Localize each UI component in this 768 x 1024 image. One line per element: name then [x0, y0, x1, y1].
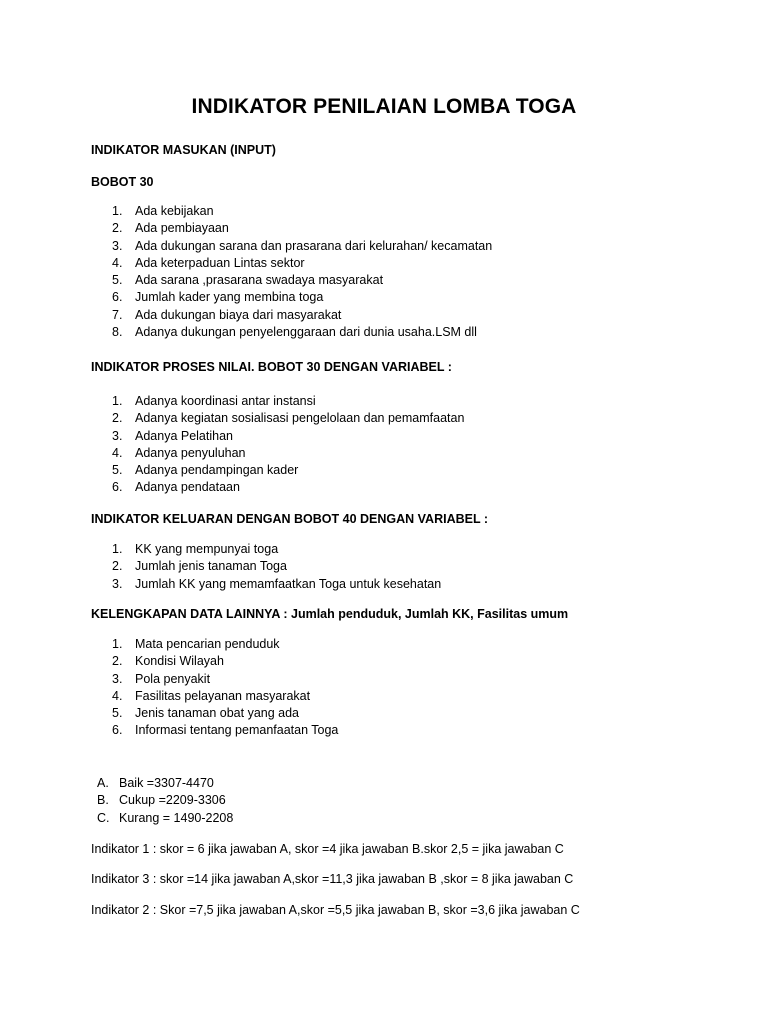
input-heading: INDIKATOR MASUKAN (INPUT): [91, 143, 276, 157]
document-page: INDIKATOR PENILAIAN LOMBA TOGA INDIKATOR MASUKAN (INPUT) BOBOT 30 1. Ada kebijakan 2. Ada pembiayaan 3. Ada dukungan sarana dan prasarana dari kelurahan/ kecamatan 4. Ada keterpaduan Lintas sektor 5. Ada sarana ,prasarana swadaya masyarakat 6. Jumlah kader yang membina toga 7. Ada dukungan biaya dari masyarakat 8. Adanya dukungan penyelenggaraan dari dunia usaha.LSM dll INDIKATOR PROSES NILAI. BOBOT 30 DENGAN VARIABEL : 1. Adanya koordinasi antar instansi 2. Adanya kegiatan sosialisasi pengelolaan dan pemamfaatan 3. Adanya Pelatihan 4. Adanya penyuluhan 5. Adanya pendampingan kader 6. Adanya pendataan INDIKATOR KELUARAN DENGAN BOBOT 40 DENGAN VARIABEL : 1. KK yang mempunyai toga 2. Jumlah jenis tanaman Toga 3. Jumlah KK yang memamfaatkan Toga untuk kesehatan KELENGKAPAN DATA LAINNYA : Jumlah penduduk, Jumlah KK, Fasilitas umum 1. Mata pencarian penduduk 2. Kondisi Wilayah 3. Pola penyakit 4. Fasilitas pelayanan masyarakat 5. Jenis tanaman obat yang ada 6. Informasi tentang pemanfaatan Toga A. Baik =3307-4470 B. Cukup =2209-3306 C. Kurang = 1490-2208 Indikator 1 : skor = 6 jika jawaban A, skor =4 jika jawaban B.skor 2,5 = jika jawaban C Indikator 3 : skor =14 jika jawaban A,skor =11,3 jika jawaban B ,skor = 8 jika jawaban C Indikator 2 : Skor =7,5 jika jawaban A,skor =5,5 jika jawaban B, skor =3,6 jika jawaban C: [0, 0, 768, 1024]
input-weight: BOBOT 30: [91, 175, 154, 189]
scoring-line: Indikator 1 : skor = 6 jika jawaban A, skor =4 jika jawaban B.skor 2,5 = jika jawaban C: [91, 842, 564, 856]
other-data-heading: KELENGKAPAN DATA LAINNYA : Jumlah penduduk, Jumlah KK, Fasilitas umum: [91, 607, 569, 621]
output-heading: INDIKATOR KELUARAN DENGAN BOBOT 40 DENGAN VARIABEL :: [91, 512, 489, 526]
scoring-line: Indikator 2 : Skor =7,5 jika jawaban A,skor =5,5 jika jawaban B, skor =3,6 jika jawaban C: [91, 903, 580, 917]
process-heading: INDIKATOR PROSES NILAI. BOBOT 30 DENGAN VARIABEL :: [91, 360, 452, 374]
scoring-line: Indikator 3 : skor =14 jika jawaban A,skor =11,3 jika jawaban B ,skor = 8 jika jawaban C: [91, 872, 574, 886]
page-title: INDIKATOR PENILAIAN LOMBA TOGA: [191, 95, 577, 118]
